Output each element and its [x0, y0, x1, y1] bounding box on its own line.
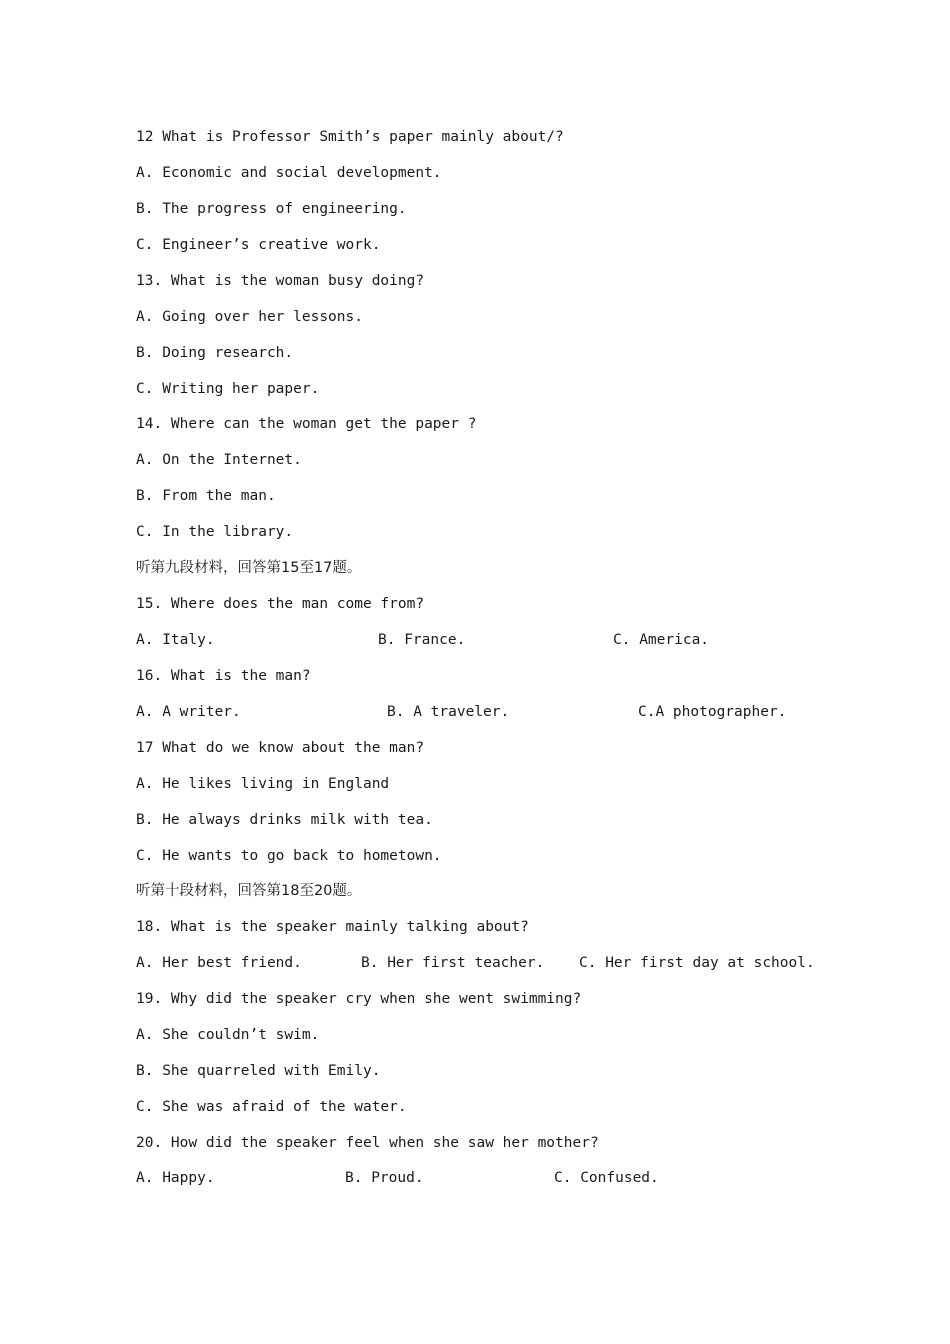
question-14-option-a: A. On the Internet.	[136, 452, 302, 468]
question-17-stem: 17 What do we know about the man?	[136, 740, 425, 756]
section-10-instruction: 听第十段材料，回答第18至20题。	[136, 883, 362, 899]
question-19-option-c: C. She was afraid of the water.	[136, 1099, 407, 1115]
question-16-option-a: A. A writer.	[136, 704, 241, 720]
question-15-option-a: A. Italy.	[136, 632, 215, 648]
question-17-option-c: C. He wants to go back to hometown.	[136, 848, 442, 864]
question-12-option-a: A. Economic and social development.	[136, 165, 442, 181]
section-9-instruction: 听第九段材料，回答第15至17题。	[136, 560, 362, 576]
question-18-stem: 18. What is the speaker mainly talking about?	[136, 919, 529, 935]
question-12-option-c: C. Engineer’s creative work.	[136, 237, 381, 253]
question-16-stem: 16. What is the man?	[136, 668, 311, 684]
question-19-option-b: B. She quarreled with Emily.	[136, 1063, 381, 1079]
question-16-option-c: C.A photographer.	[638, 704, 787, 720]
question-14-option-c: C. In the library.	[136, 524, 294, 540]
question-12-option-b: B. The progress of engineering.	[136, 201, 407, 217]
question-13-stem: 13. What is the woman busy doing?	[136, 273, 425, 289]
question-13-option-c: C. Writing her paper.	[136, 381, 320, 397]
question-13-option-b: B. Doing research.	[136, 345, 294, 361]
question-18-option-b: B. Her first teacher.	[361, 955, 545, 971]
question-20-option-c: C. Confused.	[554, 1170, 659, 1186]
question-15-option-c: C. America.	[613, 632, 710, 648]
question-13-option-a: A. Going over her lessons.	[136, 309, 363, 325]
question-19-option-a: A. She couldn’t swim.	[136, 1027, 320, 1043]
question-14-stem: 14. Where can the woman get the paper ?	[136, 416, 477, 432]
question-17-option-a: A. He likes living in England	[136, 776, 390, 792]
question-16-option-b: B. A traveler.	[387, 704, 510, 720]
question-17-option-b: B. He always drinks milk with tea.	[136, 812, 433, 828]
question-20-option-a: A. Happy.	[136, 1170, 215, 1186]
question-15-option-b: B. France.	[378, 632, 466, 648]
question-12-stem: 12 What is Professor Smith’s paper mainly about/?	[136, 129, 564, 145]
question-18-option-c: C. Her first day at school.	[579, 955, 815, 971]
question-20-option-b: B. Proud.	[345, 1170, 424, 1186]
question-19-stem: 19. Why did the speaker cry when she went swimming?	[136, 991, 582, 1007]
question-20-stem: 20. How did the speaker feel when she saw her mother?	[136, 1135, 599, 1151]
question-15-stem: 15. Where does the man come from?	[136, 596, 425, 612]
question-18-option-a: A. Her best friend.	[136, 955, 302, 971]
question-14-option-b: B. From the man.	[136, 488, 276, 504]
